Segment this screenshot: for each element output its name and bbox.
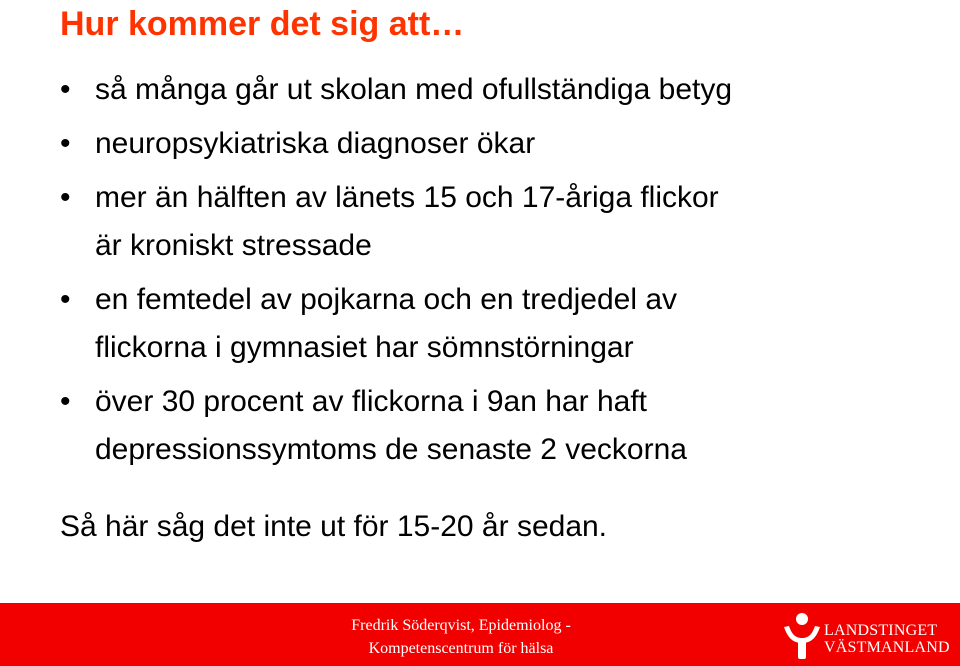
logo-line: VÄSTMANLAND: [824, 639, 950, 656]
bullet-item: [60, 174, 940, 270]
footer-credit-line: Fredrik Söderqvist, Epidemiolog -: [351, 617, 571, 634]
bullet-text: mer än hälften av länets 15 och 17-åriga flickor: [95, 181, 719, 214]
bullet-text: neuropsykiatriska diagnoser ökar: [95, 127, 536, 160]
footer-credit-line: Kompetenscentrum för hälsa: [368, 640, 554, 657]
bullet-text: så många går ut skolan med ofullständiga betyg: [95, 73, 733, 106]
bullet-text-continued: flickorna i gymnasiet har sömnstörningar: [95, 331, 634, 364]
bullet-marker: •: [60, 181, 71, 214]
bullet-text-continued: depressionssymtoms de senaste 2 veckorna: [95, 433, 687, 466]
bullet-text: en femtedel av pojkarna och en tredjedel av: [95, 283, 678, 316]
landstinget-person-icon: [780, 609, 824, 661]
bullet-text-continued: är kroniskt stressade: [95, 229, 372, 262]
logo-line: LANDSTINGET: [824, 622, 938, 639]
bullet-list: [60, 66, 940, 480]
bullet-text: över 30 procent av flickorna i 9an har haft: [95, 385, 647, 418]
footer-credit: [318, 614, 604, 660]
footer-bar: [0, 603, 960, 666]
logo-wordmark: [824, 622, 950, 656]
bullet-item: [60, 66, 940, 114]
bullet-marker: •: [60, 283, 71, 316]
bullet-marker: •: [60, 127, 71, 160]
bullet-item: [60, 120, 940, 168]
slide-title: Hur kommer det sig att…: [60, 5, 465, 43]
bullet-item: [60, 276, 940, 372]
bullet-marker: •: [60, 73, 71, 106]
closing-statement: Så här såg det inte ut för 15-20 år sedan.: [60, 510, 608, 543]
bullet-item: [60, 378, 940, 474]
organization-logo: [780, 609, 950, 661]
bullet-marker: •: [60, 385, 71, 418]
